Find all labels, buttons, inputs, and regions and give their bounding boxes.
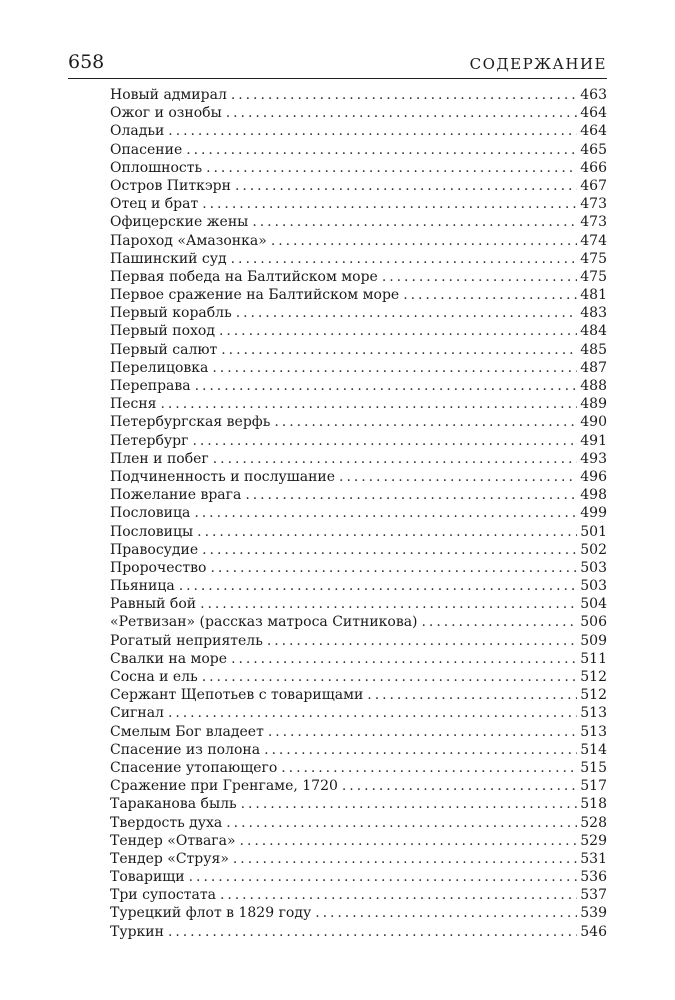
dot-leader: [220, 886, 577, 904]
toc-entry-title: Три супостата: [110, 887, 216, 904]
dot-leader: [168, 923, 577, 941]
toc-entry-title: Сосна и ель: [110, 669, 198, 685]
toc-entry-title: Твердость духа: [110, 814, 223, 831]
dot-leader: [264, 741, 577, 759]
dot-leader: [403, 286, 577, 304]
toc-entry: [110, 195, 607, 213]
toc-entry-page: 514: [580, 741, 607, 758]
toc-entry: [110, 795, 607, 813]
toc-entry-page: 499: [580, 505, 607, 522]
toc-entry-page: 473: [580, 214, 607, 231]
dot-leader: [268, 723, 577, 741]
toc-entry-page: 489: [580, 396, 607, 413]
toc-entry-title: Пашинский суд: [110, 250, 227, 267]
dot-leader: [235, 177, 577, 195]
toc-entry-title: Правосудие: [110, 541, 199, 558]
toc-entry: [110, 559, 607, 577]
toc-entry: [110, 432, 607, 450]
dot-leader: [226, 814, 577, 832]
toc-entry-title: Пьяница: [110, 578, 175, 595]
dot-leader: [231, 86, 577, 104]
toc-entry-page: 473: [580, 196, 607, 213]
toc-entry-page: 474: [580, 232, 607, 249]
toc-entry-title: Оладьи: [110, 123, 165, 140]
toc-entry: [110, 541, 607, 559]
toc-entry-page: 475: [580, 268, 607, 285]
toc-entry-page: 512: [580, 669, 607, 685]
toc-entry: [110, 759, 607, 777]
dot-leader: [422, 613, 578, 631]
toc-entry-title: Опасение: [110, 141, 183, 158]
toc-entry: [110, 595, 607, 613]
toc-entry-page: 475: [580, 250, 607, 267]
toc-entry-page: 528: [580, 814, 607, 831]
dot-leader: [200, 595, 577, 613]
toc-entry: [110, 868, 607, 886]
toc-entry-page: 503: [580, 559, 607, 576]
toc-entry-title: Перелицовка: [110, 359, 209, 376]
toc-entry: [110, 413, 607, 431]
toc-entry-page: 537: [580, 887, 607, 904]
toc-entry: [110, 341, 607, 359]
toc-entry-title: Тараканова быль: [110, 796, 237, 813]
dot-leader: [342, 777, 577, 795]
toc-entry: [110, 504, 607, 522]
dot-leader: [221, 341, 577, 359]
toc-entry-title: Тендер «Отвага»: [110, 832, 236, 849]
dot-leader: [189, 868, 578, 886]
dot-leader: [168, 122, 577, 140]
toc-entry-page: 465: [580, 141, 607, 158]
toc-entry-page: 490: [580, 414, 607, 431]
dot-leader: [219, 322, 577, 340]
dot-leader: [382, 268, 577, 286]
toc-entry-page: 488: [580, 378, 607, 394]
toc-entry: [110, 923, 607, 941]
dot-leader: [168, 704, 577, 722]
toc-entry-page: 509: [580, 632, 607, 649]
toc-entry: [110, 159, 607, 177]
toc-entry-title: Первый корабль: [110, 305, 232, 322]
dot-leader: [245, 486, 577, 504]
dot-leader: [233, 850, 577, 868]
toc-entry: [110, 122, 607, 140]
toc-entry: [110, 668, 607, 686]
toc-entry-title: Тендер «Струя»: [110, 850, 229, 867]
toc-entry-title: Подчиненность и послушание: [110, 468, 336, 485]
toc-entry-page: 529: [580, 832, 607, 849]
toc-entry-page: 518: [580, 796, 607, 813]
toc-entry: [110, 395, 607, 413]
toc-entry-title: Пожелание врага: [110, 487, 242, 504]
dot-leader: [194, 504, 577, 522]
toc-entry-page: 512: [580, 687, 607, 704]
toc-entry: [110, 613, 607, 631]
toc-entry-title: Пословица: [110, 505, 191, 522]
toc-entry-title: Офицерские жены: [110, 214, 249, 231]
dot-leader: [206, 159, 577, 177]
toc-entry-title: Спасение из полона: [110, 741, 261, 758]
toc-entry: [110, 286, 607, 304]
dot-leader: [267, 632, 577, 650]
toc-entry-page: 504: [580, 596, 607, 613]
dot-leader: [231, 250, 578, 268]
toc-entry: [110, 486, 607, 504]
toc-entry-page: 467: [580, 177, 607, 194]
toc-entry-title: Оплошность: [110, 159, 203, 176]
toc-entry-page: 513: [580, 705, 607, 722]
toc-entry-page: 496: [580, 468, 607, 485]
toc-entry-page: 464: [580, 105, 607, 122]
toc-entry-title: Туркин: [110, 923, 164, 940]
toc-entry-title: Песня: [110, 396, 157, 413]
toc-entry: [110, 450, 607, 468]
dot-leader: [315, 904, 577, 922]
toc-entry-page: 531: [580, 850, 607, 867]
toc-entry-title: Петербург: [110, 432, 189, 449]
toc-entry-title: Пророчество: [110, 559, 207, 576]
toc-entry: [110, 850, 607, 868]
dot-leader: [240, 832, 578, 850]
toc-entry-title: Спасение утопающего: [110, 759, 278, 776]
toc-entry-title: Равный бой: [110, 596, 197, 613]
dot-leader: [210, 559, 577, 577]
toc-entry-page: 502: [580, 541, 607, 558]
toc-entry-title: Первое сражение на Балтийском море: [110, 287, 400, 304]
toc-entry: [110, 904, 607, 922]
toc-entry-page: 463: [580, 87, 607, 103]
dot-leader: [179, 577, 578, 595]
dot-leader: [195, 377, 578, 395]
toc-entry: [110, 304, 607, 322]
dot-leader: [226, 104, 578, 122]
toc-entry-title: Первая победа на Балтийском море: [110, 268, 378, 285]
toc-entry: [110, 577, 607, 595]
toc-entry-page: 484: [580, 323, 607, 340]
toc-entry-title: Первый поход: [110, 323, 215, 340]
toc-entry: [110, 704, 607, 722]
toc-entry: [110, 86, 607, 104]
toc-entry: [110, 886, 607, 904]
toc-entry-page: 539: [580, 905, 607, 922]
dot-leader: [161, 395, 578, 413]
toc-entry: [110, 177, 607, 195]
toc-entry-page: 501: [580, 523, 607, 540]
dot-leader: [367, 686, 577, 704]
toc-entry-title: Новый адмирал: [110, 87, 227, 103]
running-head: СОДЕРЖАНИЕ: [469, 55, 607, 73]
toc-entry-title: Отец и брат: [110, 196, 199, 213]
toc-entry: [110, 359, 607, 377]
toc-entry-title: Остров Питкэрн: [110, 177, 231, 194]
toc-entry-page: 464: [580, 123, 607, 140]
toc-entry: [110, 104, 607, 122]
toc-entry-title: Петербургская верфь: [110, 414, 271, 431]
dot-leader: [213, 450, 578, 468]
dot-leader: [202, 195, 577, 213]
toc-entry-title: Сигнал: [110, 705, 164, 722]
toc-entry: [110, 141, 607, 159]
toc-entry-title: Пословицы: [110, 523, 194, 540]
dot-leader: [186, 141, 577, 159]
toc-entry-page: 546: [580, 923, 607, 940]
toc-entry: [110, 232, 607, 250]
toc-entry-page: 517: [580, 778, 607, 795]
toc-entry-page: 536: [580, 869, 607, 886]
toc-entry: [110, 723, 607, 741]
toc-entry-title: Пароход «Амазонка»: [110, 232, 267, 249]
toc-entry: [110, 650, 607, 668]
toc-entry-page: 493: [580, 450, 607, 467]
dot-leader: [212, 359, 577, 377]
toc-entry-page: 506: [580, 614, 607, 631]
toc-entry-page: 483: [580, 305, 607, 322]
toc-entry: [110, 377, 607, 395]
toc-entry: [110, 268, 607, 286]
toc-entry-title: «Ретвизан» (рассказ матроса Ситникова): [110, 614, 418, 631]
toc-entry: [110, 523, 607, 541]
dot-leader: [241, 795, 578, 813]
toc-entry-title: Сражение при Гренгаме, 1720: [110, 778, 338, 795]
dot-leader: [192, 432, 577, 450]
toc-entry-page: 466: [580, 159, 607, 176]
toc-entry-page: 487: [580, 359, 607, 376]
page-header: [68, 50, 607, 79]
toc-entry: [110, 213, 607, 231]
toc-entry-page: 513: [580, 723, 607, 740]
toc-entry-page: 481: [580, 287, 607, 304]
dot-leader: [274, 413, 577, 431]
toc-entry-title: Ожог и ознобы: [110, 105, 222, 122]
dot-leader: [339, 468, 577, 486]
toc-entry-title: Смелым Бог владеет: [110, 723, 264, 740]
toc-entry-page: 503: [580, 578, 607, 595]
toc-entry-page: 485: [580, 341, 607, 358]
toc-entry-title: Рогатый неприятель: [110, 632, 263, 649]
page-number: 658: [68, 51, 105, 73]
dot-leader: [252, 213, 577, 231]
dot-leader: [202, 541, 577, 559]
dot-leader: [236, 304, 578, 322]
toc-entry-page: 498: [580, 487, 607, 504]
toc-entry: [110, 741, 607, 759]
table-of-contents: [110, 86, 607, 941]
dot-leader: [202, 668, 578, 686]
dot-leader: [231, 650, 577, 668]
toc-entry-title: Плен и побег: [110, 450, 209, 467]
toc-entry-title: Переправа: [110, 378, 191, 394]
toc-entry: [110, 468, 607, 486]
toc-entry-title: Первый салют: [110, 341, 218, 358]
toc-entry: [110, 632, 607, 650]
toc-entry-page: 515: [580, 759, 607, 776]
toc-entry: [110, 777, 607, 795]
toc-entry-title: Товарищи: [110, 869, 185, 886]
dot-leader: [197, 523, 577, 541]
toc-entry-page: 511: [580, 650, 607, 667]
toc-entry: [110, 322, 607, 340]
dot-leader: [271, 232, 577, 250]
dot-leader: [281, 759, 577, 777]
toc-entry: [110, 250, 607, 268]
toc-entry: [110, 686, 607, 704]
toc-entry: [110, 832, 607, 850]
toc-entry: [110, 814, 607, 832]
toc-entry-title: Турецкий флот в 1829 году: [110, 905, 312, 922]
toc-entry-title: Сержант Щепотьев с товарищами: [110, 687, 364, 704]
toc-entry-page: 491: [580, 432, 607, 449]
toc-entry-title: Свалки на море: [110, 650, 228, 667]
